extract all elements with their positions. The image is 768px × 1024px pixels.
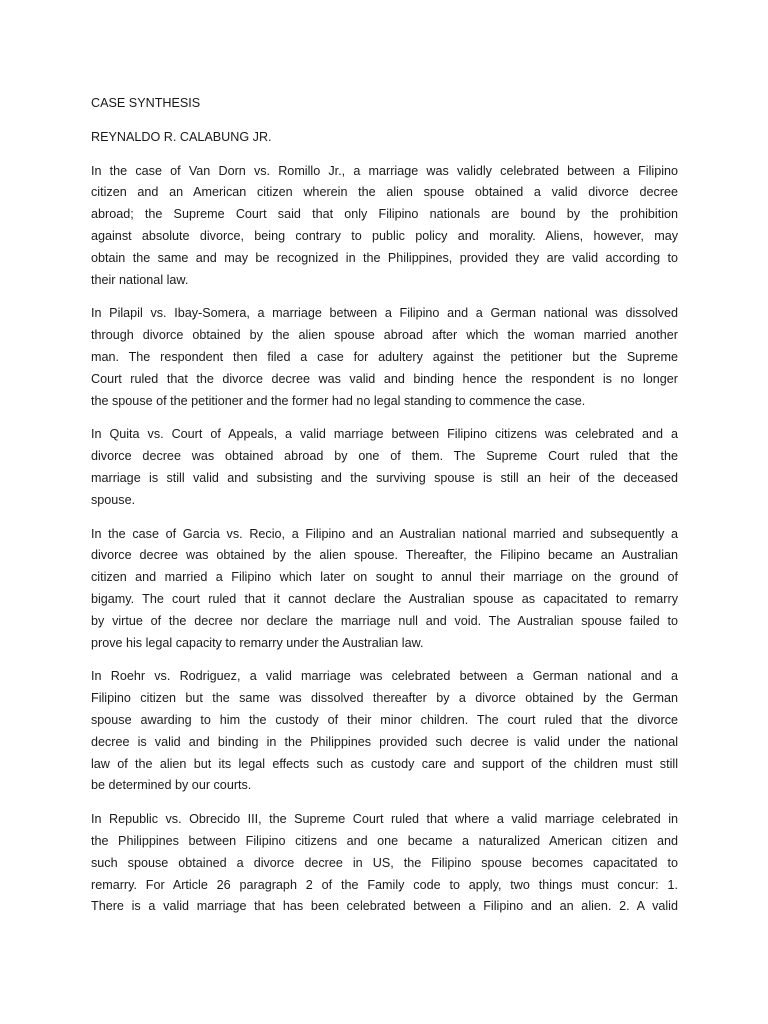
paragraph-line: citizen and married a Filipino which later on sought to annul their marriage on the ground of xyxy=(91,570,678,585)
paragraph-line: decree is valid and binding in the Philippines provided such decree is valid under the national xyxy=(91,734,678,749)
paragraph-list xyxy=(91,161,678,919)
paragraph xyxy=(91,666,678,797)
paragraph-line: In Republic vs. Obrecido III, the Supreme Court ruled that where a valid marriage celebrated in xyxy=(91,812,678,827)
paragraph-line: spouse awarding to him the custody of their minor children. The court ruled that the divorce xyxy=(91,712,678,727)
paragraph xyxy=(91,303,678,412)
paragraph-line: prove his legal capacity to remarry under the Australian law. xyxy=(91,635,424,650)
paragraph-line: spouse. xyxy=(91,492,136,507)
paragraph-line: In the case of Garcia vs. Recio, a Filipino and an Australian national married and subsequently a xyxy=(91,526,678,541)
paragraph-line: man. The respondent then filed a case for adultery against the petitioner but the Supreme xyxy=(91,349,678,364)
paragraph-line: In the case of Van Dorn vs. Romillo Jr., a marriage was validly celebrated between a Filipino xyxy=(91,163,678,178)
paragraph-line: through divorce obtained by the alien spouse abroad after which the woman married another xyxy=(91,328,678,343)
paragraph-line: obtain the same and may be recognized in the Philippines, provided they are valid according to xyxy=(91,250,678,265)
paragraph-line: remarry. For Article 26 paragraph 2 of the Family code to apply, two things must concur: 1. xyxy=(91,877,678,892)
paragraph-line: bigamy. The court ruled that it cannot declare the Australian spouse as capacitated to remarry xyxy=(91,591,678,606)
paragraph-line: divorce decree was obtained by the alien spouse. Thereafter, the Filipino became an Australian xyxy=(91,548,678,563)
paragraph-line: divorce decree was obtained abroad by one of them. The Supreme Court ruled that the xyxy=(91,449,678,464)
paragraph-line: such spouse obtained a divorce decree in US, the Filipino spouse becomes capacitated to xyxy=(91,855,678,870)
paragraph-line: Filipino citizen but the same was dissolved thereafter by a divorce obtained by the German xyxy=(91,691,678,706)
paragraph xyxy=(91,424,678,511)
paragraph-line: In Quita vs. Court of Appeals, a valid marriage between Filipino citizens was celebrated and a xyxy=(91,427,678,442)
paragraph-line: the spouse of the petitioner and the former had no legal standing to commence the case. xyxy=(91,393,586,408)
paragraph xyxy=(91,524,678,655)
paragraph-line: In Pilapil vs. Ibay-Somera, a marriage between a Filipino and a German national was dissolved xyxy=(91,306,678,321)
paragraph xyxy=(91,161,678,292)
paragraph-line: law of the alien but its legal effects such as custody care and support of the children must still xyxy=(91,756,678,771)
document-title: CASE SYNTHESIS xyxy=(91,96,201,110)
paragraph-line: There is a valid marriage that has been celebrated between a Filipino and an alien. 2. A valid xyxy=(91,899,678,914)
paragraph-line: citizen and an American citizen wherein the alien spouse obtained a valid divorce decree xyxy=(91,185,678,200)
paragraph-line: against absolute divorce, being contrary to public policy and morality. Aliens, however, may xyxy=(91,228,678,243)
paragraph-line: by virtue of the decree nor declare the marriage null and void. The Australian spouse failed to xyxy=(91,613,678,628)
paragraph-line: be determined by our courts. xyxy=(91,778,252,793)
paragraph-line: abroad; the Supreme Court said that only Filipino nationals are bound by the prohibition xyxy=(91,207,678,222)
paragraph-line: In Roehr vs. Rodriguez, a valid marriage was celebrated between a German national and a xyxy=(91,669,678,684)
paragraph xyxy=(91,809,678,918)
paragraph-line: marriage is still valid and subsisting and the surviving spouse is still an heir of the deceased xyxy=(91,470,678,485)
paragraph-line: Court ruled that the divorce decree was valid and binding hence the respondent is no longer xyxy=(91,371,678,386)
document-author: REYNALDO R. CALABUNG JR. xyxy=(91,129,272,144)
document-body xyxy=(91,93,678,930)
paragraph-line: the Philippines between Filipino citizens and one became a naturalized American citizen and xyxy=(91,833,678,848)
paragraph-line: their national law. xyxy=(91,272,189,287)
